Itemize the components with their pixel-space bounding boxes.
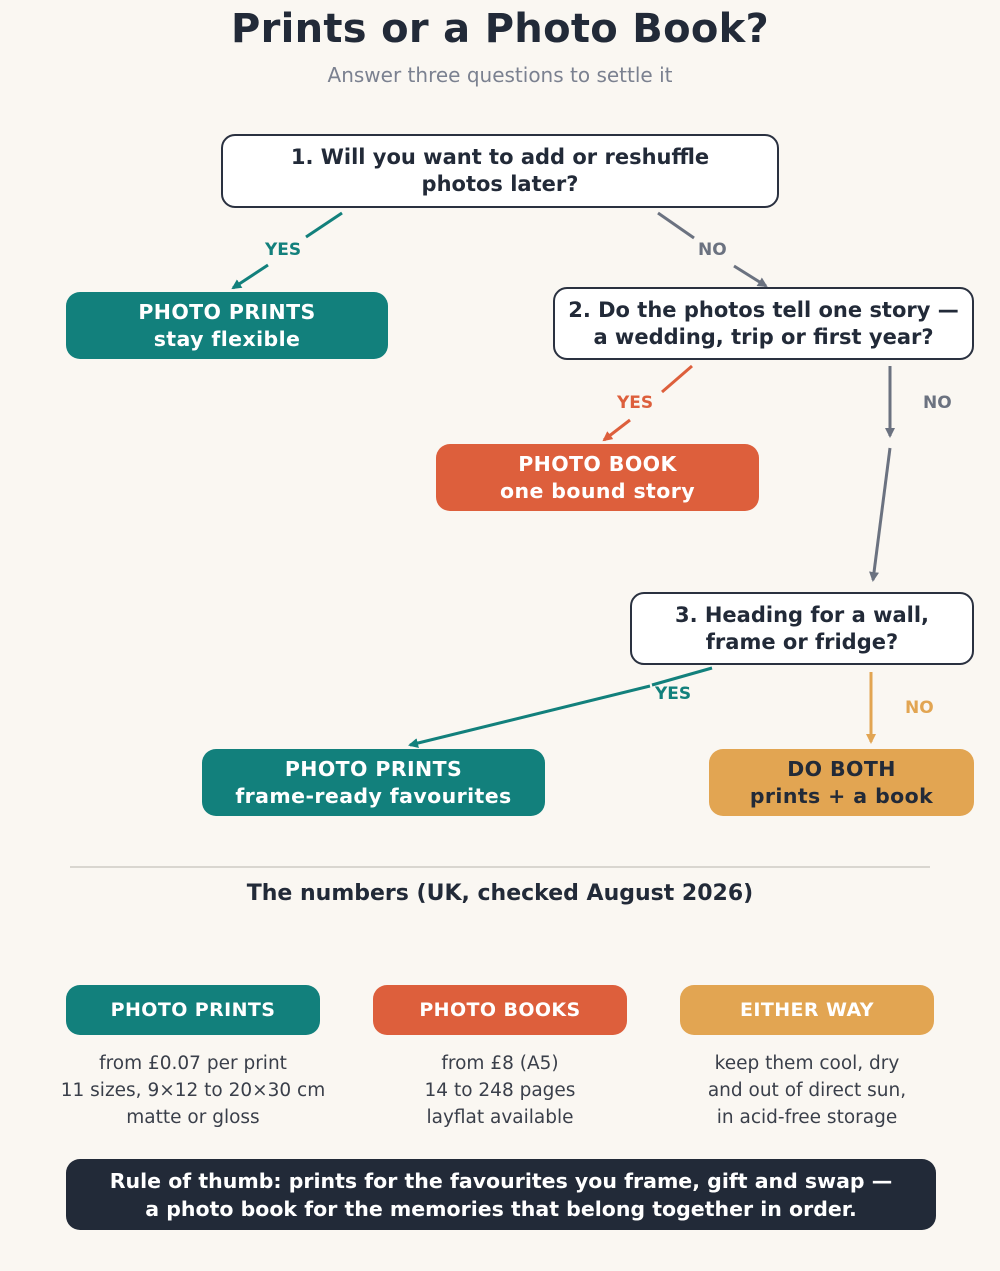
list-item: from £8 (A5) — [441, 1053, 559, 1074]
answer-3-title: PHOTO PRINTS — [284, 756, 463, 781]
answer-2-title: PHOTO BOOK — [518, 451, 677, 476]
q1-yes-arrow — [233, 265, 268, 288]
rule-of-thumb-banner — [66, 1159, 936, 1230]
rule-line-2: a photo book for the memories that belong together in order. — [145, 1196, 857, 1221]
list-item: from £0.07 per print — [99, 1053, 287, 1074]
q3-yes-arrow — [410, 686, 650, 745]
q2-yes-arrow-top — [662, 366, 692, 392]
answer-do-both — [709, 749, 974, 816]
numbers-photo-prints-details — [38, 1050, 348, 1131]
numbers-pill-photo-prints: PHOTO PRINTS — [66, 985, 320, 1035]
question-1-box — [221, 134, 779, 208]
q2-yes-label: YES — [617, 393, 654, 413]
question-2-line1: 2. Do the photos tell one story — — [568, 297, 959, 322]
list-item: 11 sizes, 9×12 to 20×30 cm — [60, 1080, 326, 1101]
q3-no-label: NO — [905, 698, 934, 718]
q1-yes-label: YES — [265, 240, 302, 260]
question-3-line2: frame or fridge? — [705, 629, 899, 654]
q2-no-label: NO — [923, 393, 952, 413]
list-item: 14 to 248 pages — [424, 1080, 576, 1101]
section-divider — [70, 866, 930, 868]
q1-no-arrow — [734, 266, 766, 286]
list-item: keep them cool, dry — [714, 1053, 900, 1074]
answer-photo-prints-flexible — [66, 292, 388, 359]
page-title: Prints or a Photo Book? — [230, 6, 770, 52]
answer-1-subtitle: stay flexible — [153, 326, 301, 351]
numbers-photo-books-details — [345, 1050, 655, 1131]
question-1-line2: photos later? — [421, 172, 579, 196]
numbers-pill-photo-books: PHOTO BOOKS — [373, 985, 627, 1035]
question-1-line1: 1. Will you want to add or reshuffle — [290, 145, 710, 169]
question-3-line1: 3. Heading for a wall, — [674, 602, 930, 627]
numbers-pill-either-way: EITHER WAY — [680, 985, 934, 1035]
answer-4-subtitle: prints + a book — [749, 783, 934, 808]
q1-no-arrow-top — [658, 213, 694, 238]
q3-yes-arrow-top — [652, 668, 712, 685]
numbers-either-way-details — [652, 1050, 962, 1131]
answer-2-subtitle: one bound story — [499, 478, 696, 503]
q1-no-label: NO — [698, 240, 727, 260]
list-item: matte or gloss — [126, 1107, 260, 1128]
question-2-line2: a wedding, trip or first year? — [593, 324, 934, 349]
q2-yes-arrow — [604, 420, 630, 440]
answer-4-title: DO BOTH — [787, 756, 896, 781]
rule-line-1: Rule of thumb: prints for the favourites you frame, gift and swap — — [109, 1168, 893, 1193]
list-item: and out of direct sun, — [707, 1080, 907, 1101]
q1-yes-arrow-top — [306, 213, 342, 237]
answer-3-subtitle: frame-ready favourites — [235, 783, 512, 808]
answer-1-title: PHOTO PRINTS — [138, 299, 316, 324]
q3-yes-label: YES — [655, 684, 692, 704]
list-item: layflat available — [426, 1107, 574, 1128]
numbers-heading: The numbers (UK, checked August 2026) — [246, 881, 754, 906]
answer-photo-book — [436, 444, 759, 511]
q2-no-arrow — [873, 448, 890, 580]
list-item: in acid-free storage — [716, 1107, 898, 1128]
answer-photo-prints-frame-ready — [202, 749, 545, 816]
page-subtitle: Answer three questions to settle it — [327, 63, 673, 87]
question-2-box — [553, 287, 974, 360]
question-3-box — [630, 592, 974, 665]
